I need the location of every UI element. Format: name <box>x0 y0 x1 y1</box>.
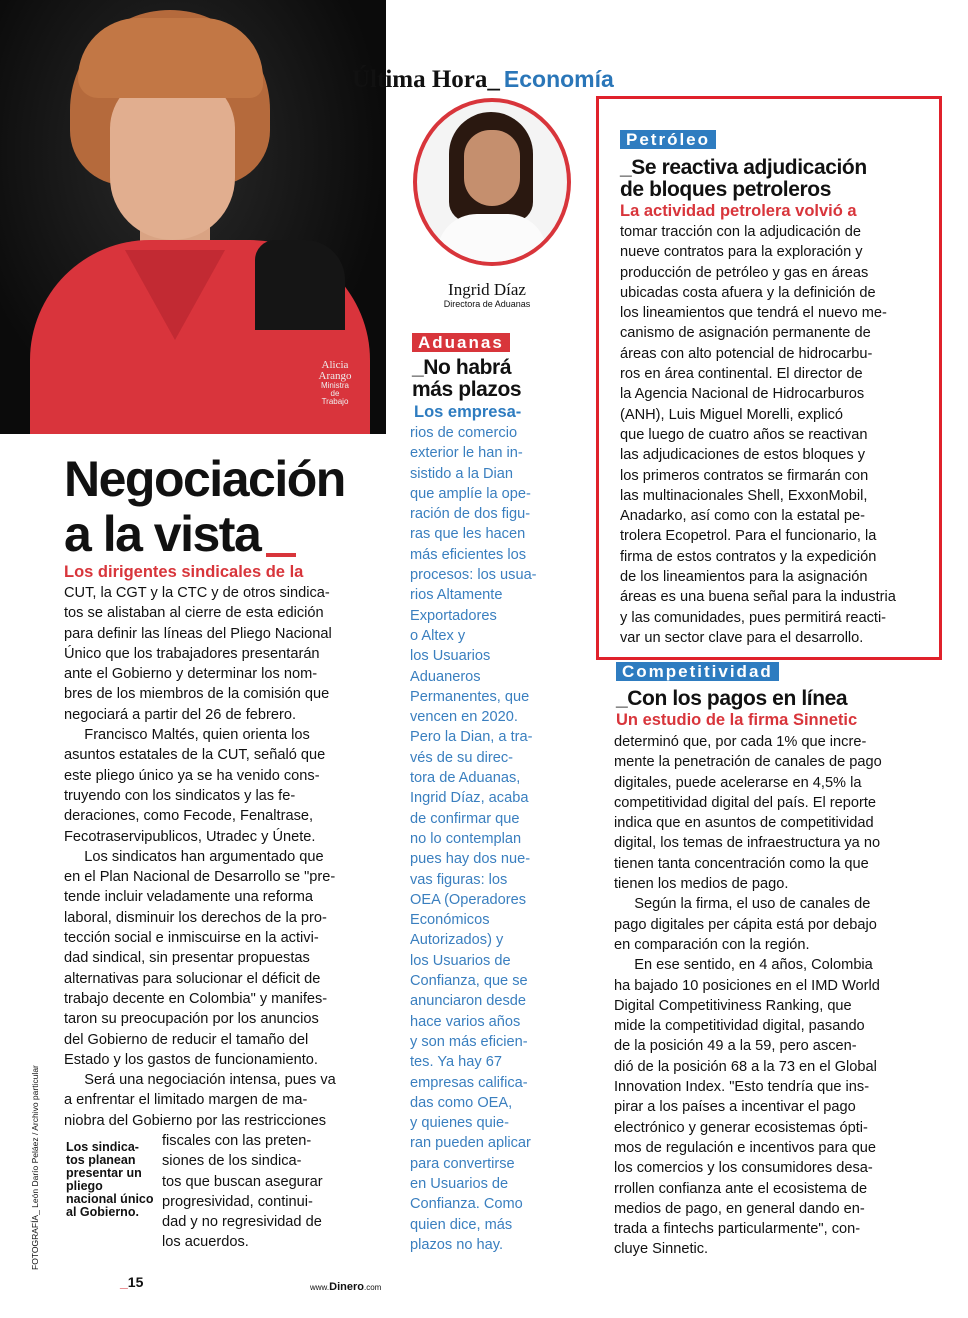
aduanas-headline-line-1: _No habrá <box>412 356 512 379</box>
body-line: del Gobierno de reducir el tamaño del <box>64 1031 309 1048</box>
body-line: deraciones, como Fecode, Fenaltrase, <box>64 808 314 825</box>
body-line: Confianza. Como <box>410 1196 523 1213</box>
body-line: de los lineamientos para la asignación <box>620 569 868 586</box>
body-line: la Agencia Nacional de Hidrocarburos <box>620 386 865 403</box>
body-line: mente la penetración de canales de pago <box>614 754 882 771</box>
body-line: siones de los sindica- <box>162 1153 302 1170</box>
body-line: plazos no hay. <box>410 1236 504 1253</box>
photo-face <box>110 75 235 240</box>
body-line: das como OEA, <box>410 1094 513 1111</box>
body-line: los Usuarios <box>410 648 491 665</box>
body-line: dió de la posición 68 a la 73 en el Global <box>614 1058 877 1075</box>
body-line: cluye Sinnetic. <box>614 1241 709 1258</box>
body-line: pues hay dos nue- <box>410 851 531 868</box>
body-line: medios de pago, en general dando en- <box>614 1200 865 1217</box>
body-line: los Usuarios de <box>410 952 511 969</box>
body-line: Será una negociación intensa, pues va <box>64 1072 336 1089</box>
title-underscore <box>266 553 296 557</box>
caption-name-2: Arango <box>318 370 352 382</box>
body-line: los lineamientos que tendrá el nuevo me- <box>620 305 887 322</box>
body-line: rrollen confianza ante el ecosistema de <box>614 1180 868 1197</box>
body-line: tende incluir veladamente una reforma <box>64 889 314 906</box>
body-line: laboral, disminuir los derechos de la pro- <box>64 909 327 926</box>
body-line: Pero la Dian, a tra- <box>410 729 533 746</box>
body-line: y son más eficien- <box>410 1033 528 1050</box>
body-line: truyendo con los sindicatos y las fe- <box>64 787 296 804</box>
petroleo-headline <box>620 157 867 201</box>
body-line: alternativas para solucionar el déficit de <box>64 970 321 987</box>
portrait-face <box>464 130 520 206</box>
section-label: Última Hora_ <box>352 66 500 93</box>
body-line: vés de su direc- <box>410 749 514 766</box>
aduanas-headline <box>412 357 521 401</box>
body-line: pirar a los países a incentivar el pago <box>614 1099 856 1116</box>
body-line: Ingrid Díaz, acaba <box>410 790 529 807</box>
body-line: en el Plan Nacional de Desarrollo se "pre- <box>64 869 336 886</box>
caption-role-1: Ministra <box>320 381 349 390</box>
body-line: procesos: los usua- <box>410 567 537 584</box>
site-brand: Dinero <box>329 1281 364 1293</box>
body-line: los acuerdos. <box>162 1234 249 1251</box>
main-lead: Los dirigentes sindicales de la <box>64 563 304 581</box>
portrait-blouse <box>437 214 547 266</box>
body-line: tomar tracción con la adjudicación de <box>620 224 861 240</box>
body-line: Aduaneros <box>410 668 481 685</box>
body-line: las adjudicaciones de estos bloques y <box>620 447 866 464</box>
body-line: Confianza, que se <box>410 973 528 990</box>
caption-role-2: de <box>330 389 340 398</box>
site-url <box>310 1281 381 1293</box>
petroleo-lead: La actividad petrolera volvió a <box>620 202 857 220</box>
body-line: que luego de cuatro años se reactivan <box>620 426 868 443</box>
aduanas-badge: Aduanas <box>412 333 510 352</box>
body-line: tos se alistaban al cierre de esta edición <box>64 605 324 622</box>
body-line: Digital Competitiviness Ranking, que <box>614 997 852 1014</box>
body-line: ración de dos figu- <box>410 506 531 523</box>
body-line: digitales, puede acelerarse en 4,5% la <box>614 774 862 791</box>
body-line: este pliego único ya se ha venido cons- <box>64 767 320 784</box>
hero-caption <box>300 360 370 406</box>
portrait-photo <box>413 98 571 266</box>
petroleo-headline-line-2: de bloques petroleros <box>620 178 831 201</box>
section-header <box>352 66 614 100</box>
body-line: (ANH), Luis Miguel Morelli, explicó <box>620 406 844 423</box>
body-line: las multinacionales Shell, ExxonMobil, <box>620 487 868 504</box>
portrait-role: Directora de Aduanas <box>443 299 531 309</box>
body-line: progresividad, continui- <box>162 1193 313 1210</box>
body-line: los comercios y los consumidores desa- <box>614 1160 873 1177</box>
body-line: vas figuras: los <box>410 871 508 888</box>
body-line: tienen los medios de pago. <box>614 876 789 893</box>
body-line: tienen tanta concentración como la que <box>614 855 869 872</box>
body-line: y quienes quie- <box>410 1115 509 1132</box>
category-label: Economía <box>503 66 614 92</box>
body-line: En ese sentido, en 4 años, Colombia <box>614 957 873 974</box>
body-line: hace varios años <box>410 1013 521 1030</box>
body-line: para convertirse <box>410 1155 515 1172</box>
body-line: empresas califica- <box>410 1074 528 1091</box>
petroleo-body <box>620 222 938 648</box>
aduanas-body <box>410 423 590 1255</box>
caption-role-3: Trabajo <box>321 397 349 406</box>
petroleo-badge: Petróleo <box>620 130 716 149</box>
body-line: Exportadores <box>410 607 497 624</box>
body-line: tección social e inmiscuirse en la activi- <box>64 930 319 947</box>
body-line: Según la firma, el uso de canales de <box>614 896 871 913</box>
page-number-value: 15 <box>127 1274 144 1290</box>
body-line: áreas con alto potencial de hidrocarbu- <box>620 345 873 362</box>
caption-name-1: Alicia <box>321 359 349 371</box>
body-line: y las comunidades, pues permitirá reacti- <box>620 609 887 626</box>
body-line: trada a fintechs particularmente", con- <box>614 1221 861 1238</box>
body-line: Permanentes, que <box>410 688 530 705</box>
petroleo-headline-line-1: _Se reactiva adjudicación <box>620 156 867 179</box>
body-line: mide la competitividad digital, pasando <box>614 1018 865 1035</box>
aduanas-lead: Los empresa- <box>414 403 522 421</box>
body-line: mos de regulación e incentivos para que <box>614 1139 877 1156</box>
body-line: ubicadas costa afuera y la definición de <box>620 284 876 301</box>
body-line: ros en área continental. El director de <box>620 366 863 383</box>
body-line: ras que les hacen <box>410 526 526 543</box>
body-line: o Altex y <box>410 627 466 644</box>
pull-quote: Los sindica-tos planean presentar un pliego nacional único al Gobierno. <box>66 1140 154 1219</box>
body-line: rios Altamente <box>410 587 503 604</box>
body-line: pago digitales per cápita está por debajo <box>614 916 877 933</box>
body-line: dad sindical, sin presentar propuestas <box>64 950 310 967</box>
body-line: fiscales con las preten- <box>162 1133 312 1149</box>
main-title <box>64 452 345 562</box>
body-line: nueve contratos para la exploración y <box>620 244 863 261</box>
body-line: OEA (Operadores <box>410 891 526 908</box>
portrait-name: Ingrid Díaz <box>448 280 526 299</box>
body-line: en Usuarios de <box>410 1175 509 1192</box>
body-line: anunciaron desde <box>410 993 527 1010</box>
aduanas-headline-line-2: más plazos <box>412 378 522 401</box>
body-line: ante el Gobierno y determinar los nom- <box>64 666 318 683</box>
body-line: tes. Ya hay 67 <box>410 1054 502 1071</box>
body-line: que amplíe la ope- <box>410 485 531 502</box>
body-line: Innovation Index. "Esto tendría que ins- <box>614 1079 870 1096</box>
body-line: de confirmar que <box>410 810 520 827</box>
body-line: Anadarko, así como con la estatal pe- <box>620 508 865 525</box>
body-line: Estado y los gastos de funcionamiento. <box>64 1051 318 1068</box>
body-line: ran pueden aplicar <box>410 1135 531 1152</box>
body-line: canismo de asignación permanente de <box>620 325 871 342</box>
site-prefix: www. <box>310 1283 330 1292</box>
body-line: vencen en 2020. <box>410 709 518 726</box>
body-line: rios de comercio <box>410 425 518 441</box>
competitividad-lead: Un estudio de la firma Sinnetic <box>616 711 858 729</box>
main-title-line-2: a la vista <box>64 506 261 562</box>
body-line: producción de petróleo y gas en áreas <box>620 264 869 281</box>
body-line: para definir las líneas del Pliego Nacional <box>64 625 332 642</box>
body-line: dad y no regresividad de <box>162 1214 322 1231</box>
body-line: no lo contemplan <box>410 830 522 847</box>
body-line: CUT, la CGT y la CTC y de otros sindica- <box>64 585 330 601</box>
body-line: negociará a partir del 26 de febrero. <box>64 706 297 723</box>
body-line: exterior le han in- <box>410 445 523 462</box>
body-line: taron su preocupación por los anuncios <box>64 1011 319 1028</box>
body-line: de la posición 49 a la 59, pero ascen- <box>614 1038 857 1055</box>
body-line: niobra del Gobierno por las restricciones <box>64 1112 327 1129</box>
body-line: var un sector clave para el desarrollo. <box>620 629 864 646</box>
body-line: asuntos estatales de la CUT, señaló que <box>64 747 326 764</box>
body-line: ha bajado 10 posiciones en el IMD World <box>614 977 880 994</box>
body-line: en comparación con la región. <box>614 936 810 953</box>
body-line: quien dice, más <box>410 1216 513 1233</box>
competitividad-body <box>614 732 944 1260</box>
body-line: bres de los miembros de la comisión que <box>64 686 330 703</box>
page-number: _15 <box>120 1274 144 1290</box>
body-line: indica que en asuntos de competitividad <box>614 815 874 832</box>
competitividad-headline: _Con los pagos en línea <box>616 687 848 710</box>
body-line: Los sindicatos han argumentado que <box>64 848 324 865</box>
main-body-tail <box>162 1131 372 1253</box>
body-line: sistido a la Dian <box>410 465 514 482</box>
body-line: tos que buscan asegurar <box>162 1173 323 1190</box>
body-line: tora de Aduanas, <box>410 770 521 787</box>
body-line: determinó que, por cada 1% que incre- <box>614 734 867 750</box>
body-line: trolera Ecopetrol. Para el funcionario, la <box>620 528 877 545</box>
hero-photo <box>0 0 386 434</box>
photo-fringe <box>78 18 263 98</box>
photo-jacket-panel <box>255 240 345 330</box>
competitividad-badge: Competitividad <box>616 662 779 681</box>
body-line: electrónico y generar ecosistemas ópti- <box>614 1119 868 1136</box>
main-body <box>64 583 364 1131</box>
body-line: Fecotraservipublicos, Utradec y Únete. <box>64 828 316 845</box>
body-line: digital, los temas de infraestructura ya no <box>614 835 881 852</box>
body-line: Único que los trabajadores presentarán <box>64 645 320 662</box>
site-suffix: .com <box>363 1283 382 1292</box>
body-line: competitividad digital del país. El reporte <box>614 794 877 811</box>
photo-credit: FOTOGRAFÍA_ León Darío Peláez / Archivo particular <box>30 1065 40 1270</box>
body-line: firma de estos contratos y la expedición <box>620 548 877 565</box>
body-line: los primeros contratos se firmarán con <box>620 467 869 484</box>
body-line: áreas es una buena señal para la industria <box>620 589 896 606</box>
body-line: a enfrentar el limitado margen de ma- <box>64 1092 308 1109</box>
body-line: Francisco Maltés, quien orienta los <box>64 727 310 744</box>
body-line: Autorizados) y <box>410 932 504 949</box>
body-line: más eficientes los <box>410 546 526 563</box>
body-line: Económicos <box>410 912 490 929</box>
main-title-line-1: Negociación <box>64 451 345 507</box>
body-line: trabajo decente en Colombia" y manifes- <box>64 990 328 1007</box>
